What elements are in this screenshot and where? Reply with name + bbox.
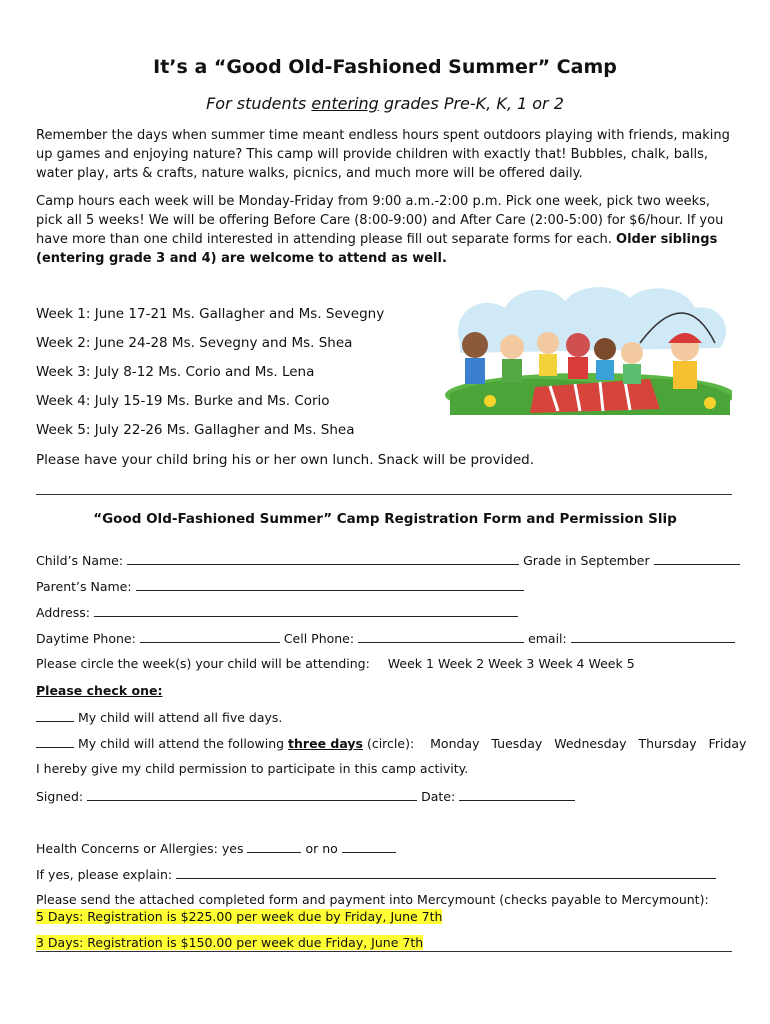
signature-field[interactable] bbox=[87, 788, 417, 801]
send-instructions: Please send the attached completed form and payment into Mercymount (checks payable to Mercymount): bbox=[36, 892, 709, 907]
week-1: Week 1: June 17-21 Ms. Gallagher and Ms. Sevegny bbox=[36, 306, 385, 322]
date-label: Date: bbox=[421, 789, 456, 804]
week-3: Week 3: July 8-12 Ms. Corio and Ms. Lena bbox=[36, 364, 315, 380]
three-day-pricing-text: 3 Days: Registration is $150.00 per week due Friday, June 7th bbox=[36, 935, 424, 950]
week-5: Week 5: July 22-26 Ms. Gallagher and Ms. Shea bbox=[36, 422, 355, 438]
intro-paragraph-2 bbox=[36, 192, 736, 268]
day-monday[interactable]: Monday bbox=[430, 736, 480, 751]
explain-row bbox=[36, 866, 716, 882]
option-three-days-bold: three days bbox=[288, 736, 363, 751]
page-subtitle bbox=[0, 94, 770, 113]
cell-phone-field[interactable] bbox=[358, 630, 524, 643]
email-label: email: bbox=[528, 631, 567, 646]
childs-name-row bbox=[36, 552, 740, 568]
parents-name-field[interactable] bbox=[136, 578, 524, 591]
health-no-field[interactable] bbox=[342, 840, 396, 853]
week-option-2[interactable]: Week 2 bbox=[437, 656, 485, 671]
option-all-days-checkbox[interactable] bbox=[36, 709, 74, 722]
page-title: It’s a “Good Old-Fashioned Summer” Camp bbox=[153, 56, 617, 78]
childs-name-label: Child’s Name: bbox=[36, 553, 124, 568]
intro-p2-bold: Older siblings (entering grade 3 and 4) are welcome to attend as well. bbox=[36, 232, 718, 266]
intro-paragraph-1: Remember the days when summer time meant endless hours spent outdoors playing with friends, making up games and enjoying nature? This camp will provide children with exactly that! Bubbles, chalk, balls, water play, arts & crafts, nature walks, picnics, and much more will be offered daily. bbox=[36, 128, 730, 181]
intro-p2-text: Camp hours each week will be Monday-Friday from 9:00 a.m.-2:00 p.m. Pick one week, pick two weeks, pick all 5 weeks! We will be offering Before Care (8:00-9:00) and After Care (2:00-5:00) for $6/hour. If you have more than one child interested in attending please fill out separate forms for each. bbox=[36, 194, 724, 247]
weeks-row bbox=[36, 656, 635, 671]
divider bbox=[36, 494, 732, 495]
address-label: Address: bbox=[36, 605, 90, 620]
permission-statement: I hereby give my child permission to participate in this camp activity. bbox=[36, 761, 469, 776]
explain-label: If yes, please explain: bbox=[36, 867, 173, 882]
week-option-1[interactable]: Week 1 bbox=[387, 656, 434, 671]
lunch-note: Please have your child bring his or her own lunch. Snack will be provided. bbox=[36, 452, 535, 468]
health-row bbox=[36, 840, 396, 856]
grade-field[interactable] bbox=[654, 552, 740, 565]
day-wednesday[interactable]: Wednesday bbox=[554, 736, 627, 751]
day-thursday[interactable]: Thursday bbox=[638, 736, 697, 751]
children-picnic-clipart bbox=[440, 283, 732, 415]
option-all-days-row bbox=[36, 709, 282, 725]
option-three-days-pre: My child will attend the following bbox=[77, 736, 289, 751]
daytime-phone-field[interactable] bbox=[140, 630, 280, 643]
subtitle-pre: For students bbox=[206, 94, 312, 113]
or-no-label: or no bbox=[305, 841, 338, 856]
week-option-4[interactable]: Week 4 bbox=[538, 656, 585, 671]
childs-name-field[interactable] bbox=[127, 552, 519, 565]
subtitle-underlined: entering bbox=[311, 94, 379, 113]
parents-name-row bbox=[36, 578, 524, 594]
bottom-divider bbox=[36, 951, 732, 952]
health-label: Health Concerns or Allergies: yes bbox=[36, 841, 244, 856]
signed-label: Signed: bbox=[36, 789, 84, 804]
parents-name-label: Parent’s Name: bbox=[36, 579, 132, 594]
day-tuesday[interactable]: Tuesday bbox=[491, 736, 543, 751]
option-three-days-checkbox[interactable] bbox=[36, 735, 74, 748]
five-day-pricing bbox=[36, 909, 442, 924]
daytime-phone-label: Daytime Phone: bbox=[36, 631, 136, 646]
week-4: Week 4: July 15-19 Ms. Burke and Ms. Corio bbox=[36, 393, 330, 409]
option-three-days-post: (circle): bbox=[362, 736, 415, 751]
signature-row bbox=[36, 788, 575, 804]
week-option-5[interactable]: Week 5 bbox=[588, 656, 635, 671]
explain-field[interactable] bbox=[176, 866, 716, 879]
three-day-pricing bbox=[36, 935, 423, 950]
health-yes-field[interactable] bbox=[247, 840, 301, 853]
form-title: “Good Old-Fashioned Summer” Camp Registration Form and Permission Slip bbox=[93, 511, 677, 527]
cell-phone-label: Cell Phone: bbox=[283, 631, 355, 646]
address-field[interactable] bbox=[94, 604, 518, 617]
five-day-pricing-text: 5 Days: Registration is $225.00 per week due by Friday, June 7th bbox=[36, 909, 443, 924]
email-field[interactable] bbox=[571, 630, 735, 643]
address-row bbox=[36, 604, 518, 620]
option-all-days-label: My child will attend all five days. bbox=[77, 710, 283, 725]
option-three-days-row bbox=[36, 735, 746, 751]
subtitle-post: grades Pre-K, K, 1 or 2 bbox=[378, 94, 564, 113]
circle-weeks-label: Please circle the week(s) your child will be attending: bbox=[36, 656, 370, 671]
date-field[interactable] bbox=[459, 788, 575, 801]
check-one-heading: Please check one: bbox=[36, 683, 163, 698]
week-option-3[interactable]: Week 3 bbox=[488, 656, 535, 671]
grade-label: Grade in September bbox=[523, 553, 650, 568]
phone-row bbox=[36, 630, 735, 646]
week-2: Week 2: June 24-28 Ms. Sevegny and Ms. Shea bbox=[36, 335, 353, 351]
day-friday[interactable]: Friday bbox=[708, 736, 747, 751]
